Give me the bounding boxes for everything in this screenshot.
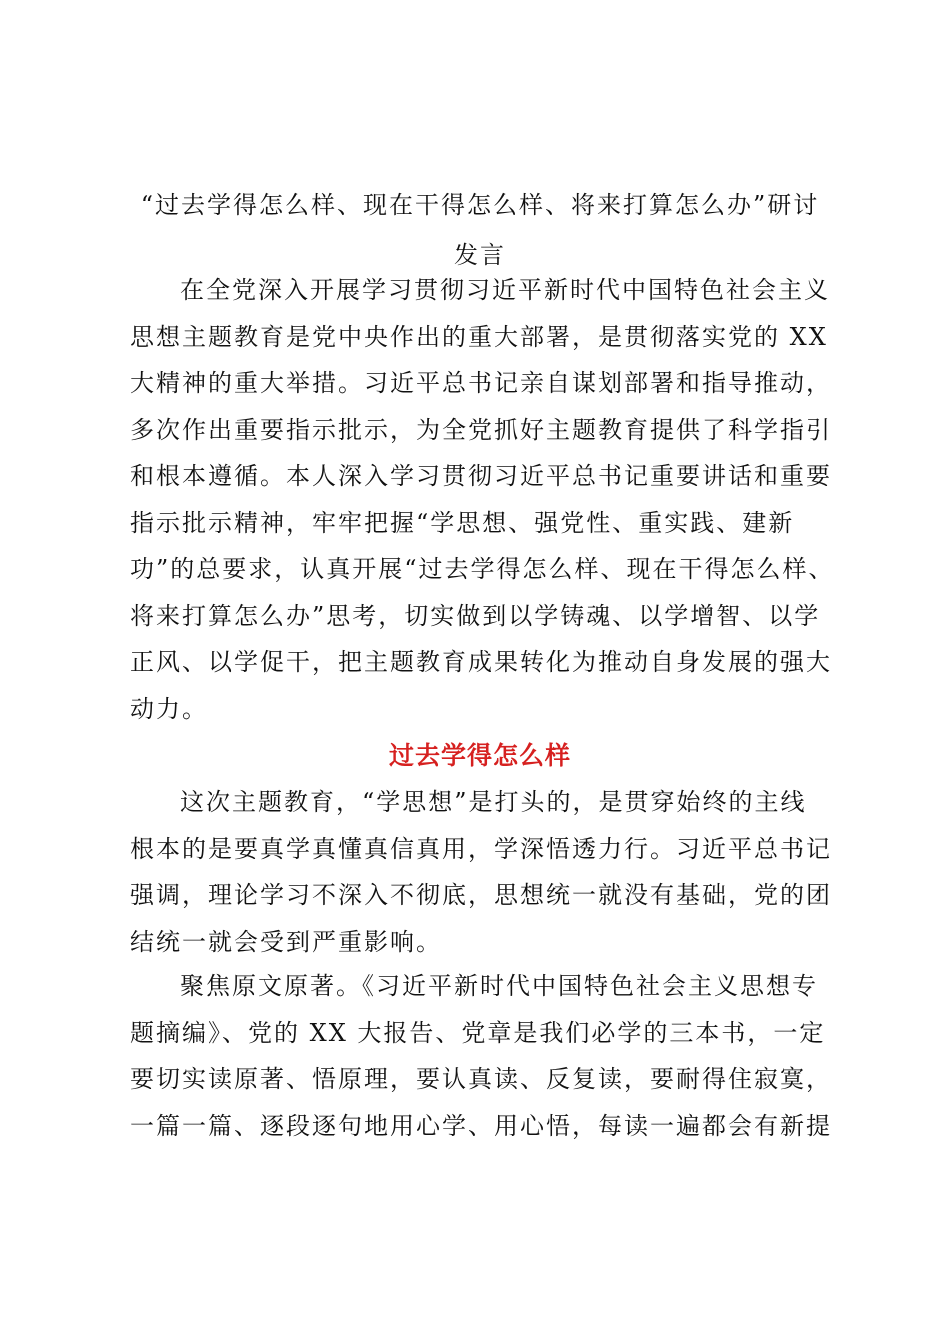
focus-line: 聚焦原文原著。《习近平新时代中国特色社会主义思想专 <box>180 972 818 1000</box>
intro-line: 多次作出重要指示批示，为全党抓好主题教育提供了科学指引 <box>130 415 832 444</box>
section-heading: 过去学得怎么样 <box>388 741 571 770</box>
study-line: 强调，理论学习不深入不彻底，思想统一就没有基础，党的团 <box>130 881 832 909</box>
title-line-2: 发言 <box>454 241 506 269</box>
focus-line: 题摘编》、党的 XX 大报告、党章是我们必学的三本书，一定 <box>130 1018 826 1047</box>
title-line-1: “过去学得怎么样、现在干得怎么样、将来打算怎么办”研讨 <box>140 191 820 219</box>
intro-line: 将来打算怎么办”思考，切实做到以学铸魂、以学增智、以学 <box>130 601 821 630</box>
study-line: 根本的是要真学真懂真信真用，学深悟透力行。习近平总书记 <box>130 834 832 863</box>
intro-line: 在全党深入开展学习贯彻习近平新时代中国特色社会主义 <box>180 276 830 304</box>
intro-line: 功”的总要求，认真开展“过去学得怎么样、现在干得怎么样、 <box>130 555 835 583</box>
intro-line: 和根本遵循。本人深入学习贯彻习近平总书记重要讲话和重要 <box>130 462 832 490</box>
intro-line: 正风、以学促干，把主题教育成果转化为推动自身发展的强大 <box>130 648 832 676</box>
study-line: 这次主题教育，“学思想”是打头的，是贯穿始终的主线 <box>180 788 807 816</box>
study-line: 结统一就会受到严重影响。 <box>130 927 442 956</box>
study-paragraph <box>130 779 830 965</box>
intro-line: 大精神的重大举措。习近平总书记亲自谋划部署和指导推动， <box>130 369 832 397</box>
document-title <box>130 180 830 280</box>
focus-line: 一篇一篇、逐段逐句地用心学、用心悟，每读一遍都会有新提 <box>130 1111 832 1140</box>
focus-paragraph <box>130 963 830 1149</box>
intro-line: 动力。 <box>130 694 208 723</box>
intro-paragraph <box>130 267 835 732</box>
intro-line: 指示批示精神，牢牢把握“学思想、强党性、重实践、建新 <box>130 508 795 537</box>
focus-line: 要切实读原著、悟原理，要认真读、反复读，要耐得住寂寞， <box>130 1065 832 1093</box>
intro-line: 思想主题教育是党中央作出的重大部署，是贯彻落实党的 XX <box>130 322 828 351</box>
